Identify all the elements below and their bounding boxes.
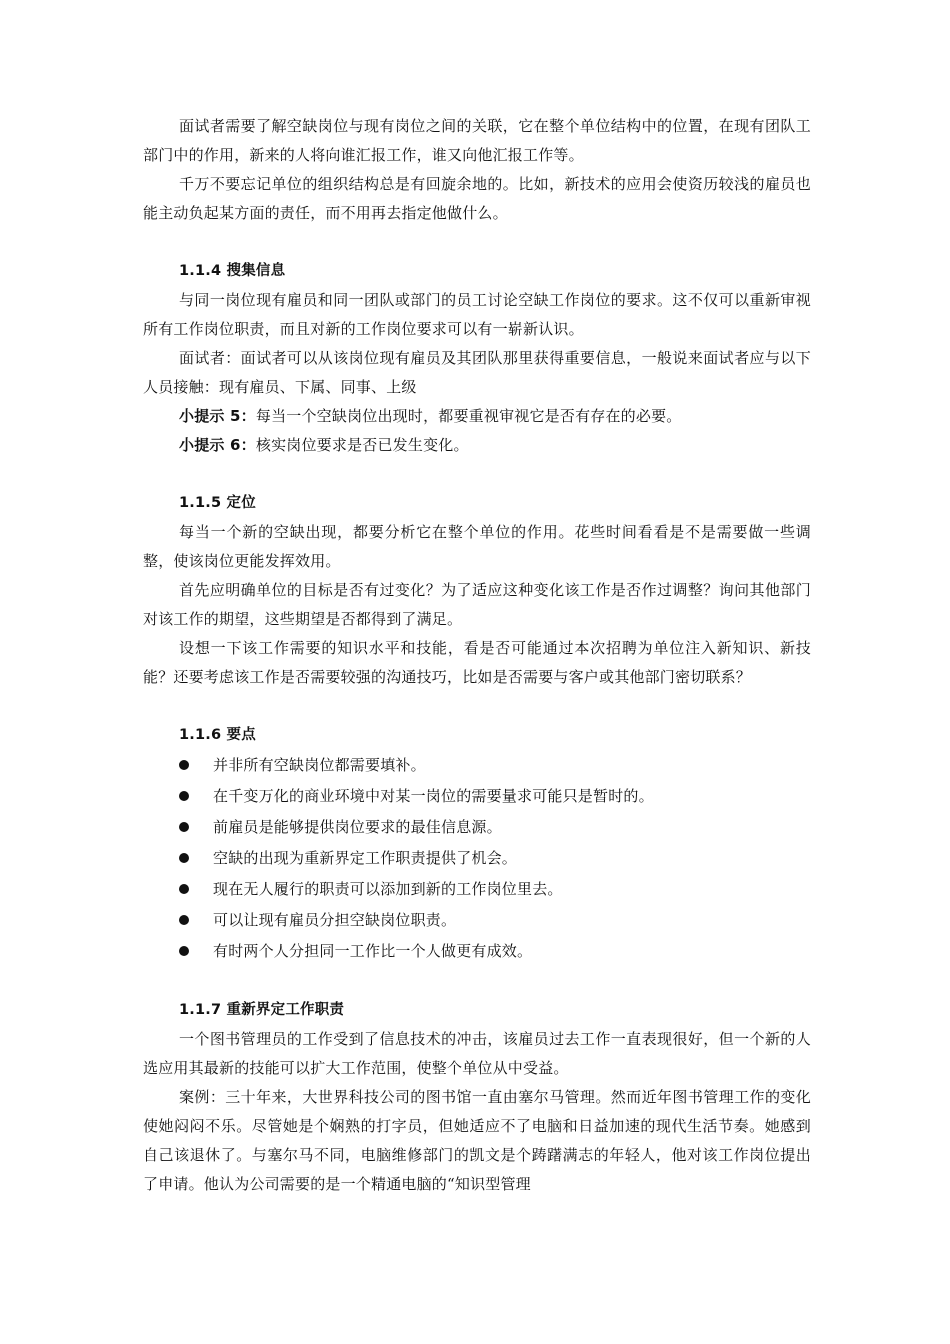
tip-5-label: 小提示 5：: [179, 407, 256, 425]
bullet-icon: [179, 853, 189, 863]
key-points-list: [143, 750, 811, 967]
list-item: [143, 781, 811, 812]
section-heading-1-1-6: 1.1.6 要点: [179, 727, 256, 743]
tip-5: [143, 402, 811, 431]
section-1-1-7-paragraph-2: 案例：三十年来，大世界科技公司的图书馆一直由塞尔马管理。然而近年图书管理工作的变化使她闷闷不乐。尽管她是个娴熟的打字员，但她适应不了电脑和日益加速的现代生活节奏。她感到自己该退休了。与塞尔马不同，电脑维修部门的凯文是个踌躇满志的年轻人，他对该工作岗位提出了申请。他认为公司需要的是一个精通电脑的“知识型管理: [143, 1088, 811, 1193]
list-item: [143, 905, 811, 936]
section-1-1-5-paragraph-2: 首先应明确单位的目标是否有过变化？为了适应这种变化该工作是否作过调整？询问其他部门对该工作的期望，这些期望是否都得到了满足。: [143, 581, 811, 628]
list-item-text: 空缺的出现为重新界定工作职责提供了机会。: [213, 849, 518, 867]
bullet-icon: [179, 791, 189, 801]
tip-6-text: 核实岗位要求是否已发生变化。: [255, 436, 469, 454]
bullet-icon: [179, 946, 189, 956]
bullet-icon: [179, 822, 189, 832]
section-1-1-4-paragraph-2: 面试者：面试者可以从该岗位现有雇员及其团队那里获得重要信息，一般说来面试者应与以下人员接触：现有雇员、下属、同事、上级: [143, 349, 811, 396]
section-1-1-4-paragraph-1: 与同一岗位现有雇员和同一团队或部门的员工讨论空缺工作岗位的要求。这不仅可以重新审视所有工作岗位职责，而且对新的工作岗位要求可以有一崭新认识。: [143, 291, 811, 338]
page-body: [143, 112, 811, 1199]
section-heading-1-1-7: 1.1.7 重新界定工作职责: [179, 1002, 345, 1018]
section-heading-1-1-4: 1.1.4 搜集信息: [179, 263, 286, 279]
list-item: [143, 936, 811, 967]
intro-paragraph-1: 面试者需要了解空缺岗位与现有岗位之间的关联，它在整个单位结构中的位置，在现有团队工部门中的作用，新来的人将向谁汇报工作，谁又向他汇报工作等。: [143, 117, 811, 164]
section-1-1-5-paragraph-1: 每当一个新的空缺出现，都要分析它在整个单位的作用。花些时间看看是不是需要做一些调整，使该岗位更能发挥效用。: [143, 523, 811, 570]
intro-paragraph-2: 千万不要忘记单位的组织结构总是有回旋余地的。比如，新技术的应用会使资历较浅的雇员也能主动负起某方面的责任，而不用再去指定他做什么。: [143, 175, 811, 222]
list-item-text: 有时两个人分担同一工作比一个人做更有成效。: [213, 942, 533, 960]
list-item: [143, 843, 811, 874]
list-item-text: 在千变万化的商业环境中对某一岗位的需要量求可能只是暂时的。: [213, 787, 654, 805]
tip-6: [143, 431, 811, 460]
list-item: [143, 812, 811, 843]
bullet-icon: [179, 760, 189, 770]
section-1-1-5-paragraph-3: 设想一下该工作需要的知识水平和技能，看是否可能通过本次招聘为单位注入新知识、新技能？还要考虑该工作是否需要较强的沟通技巧，比如是否需要与客户或其他部门密切联系？: [143, 639, 811, 686]
bullet-icon: [179, 915, 189, 925]
list-item-text: 前雇员是能够提供岗位要求的最佳信息源。: [213, 818, 502, 836]
list-item: [143, 874, 811, 905]
bullet-icon: [179, 884, 189, 894]
section-heading-1-1-5: 1.1.5 定位: [179, 495, 256, 511]
list-item-text: 并非所有空缺岗位都需要填补。: [213, 756, 426, 774]
list-item-text: 现在无人履行的职责可以添加到新的工作岗位里去。: [213, 880, 563, 898]
tip-6-label: 小提示 6：: [179, 436, 256, 454]
section-1-1-7-paragraph-1: 一个图书管理员的工作受到了信息技术的冲击，该雇员过去工作一直表现很好，但一个新的人选应用其最新的技能可以扩大工作范围，使整个单位从中受益。: [143, 1030, 811, 1077]
tip-5-text: 每当一个空缺岗位出现时，都要重视审视它是否有存在的必要。: [255, 407, 682, 425]
list-item: [143, 750, 811, 781]
list-item-text: 可以让现有雇员分担空缺岗位职责。: [213, 911, 457, 929]
